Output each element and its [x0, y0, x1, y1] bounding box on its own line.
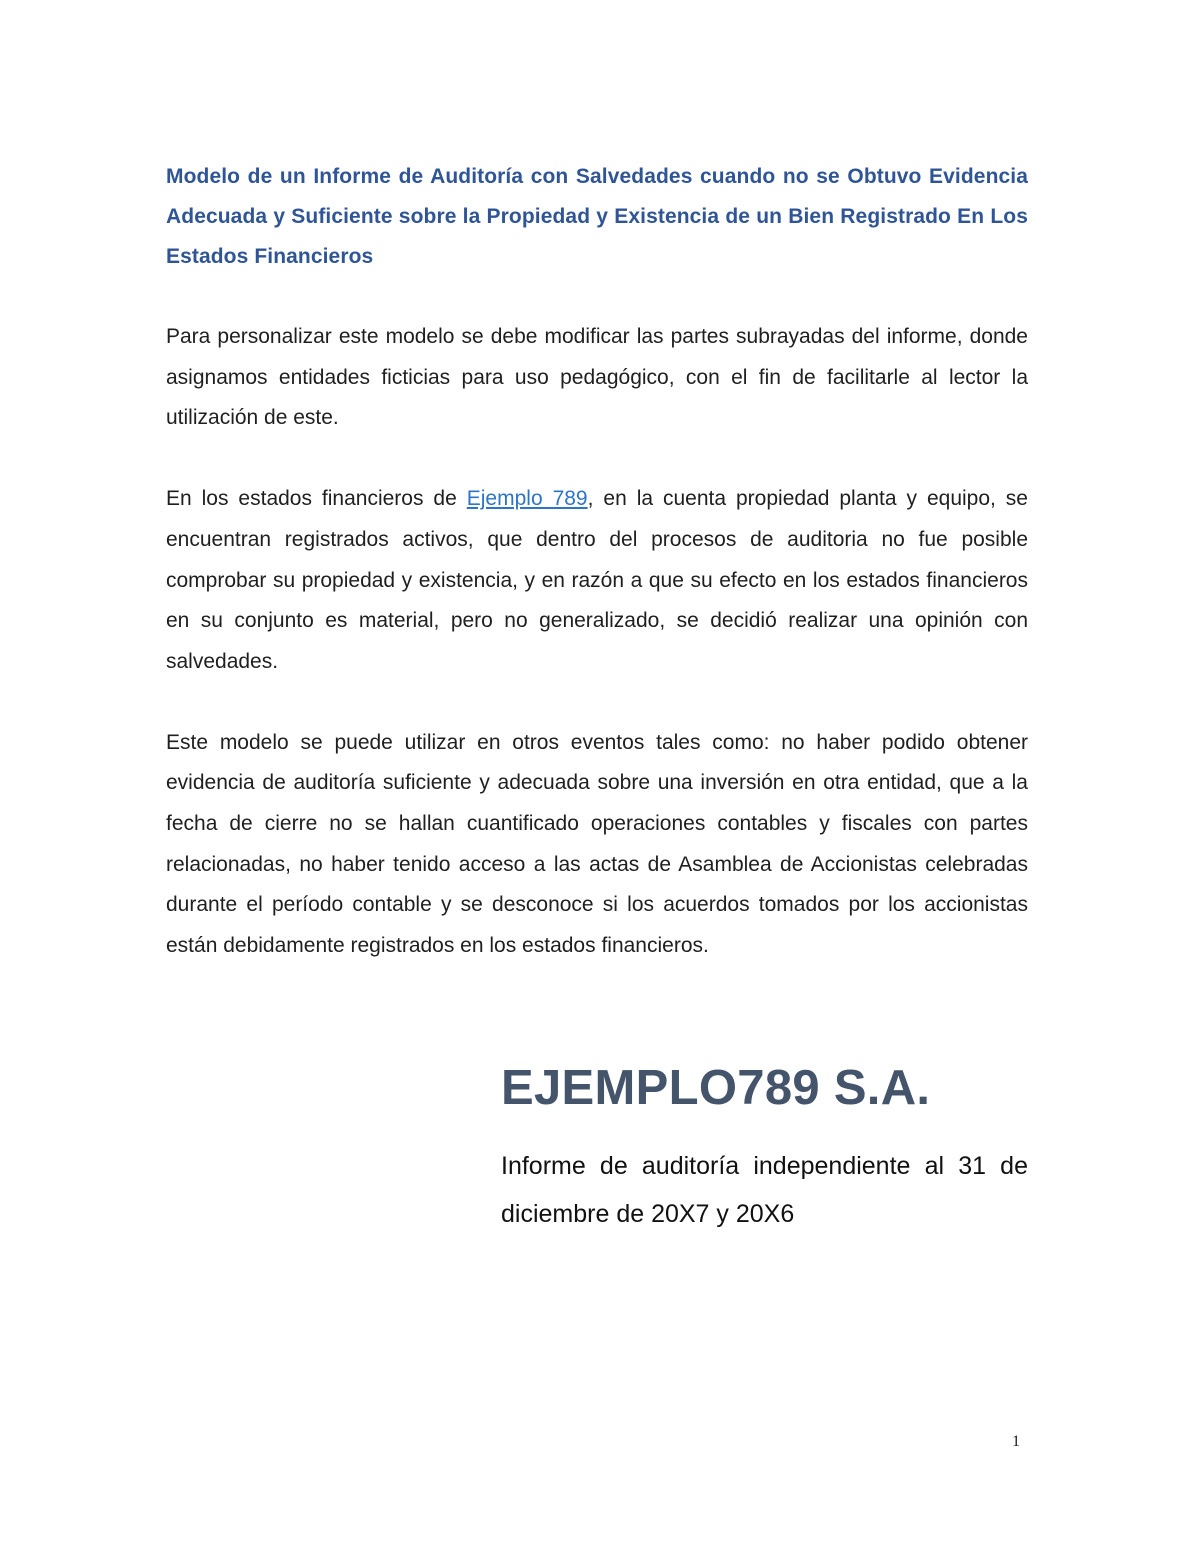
page-number: 1 — [1012, 1433, 1020, 1450]
context-text-end: , en la cuenta propiedad planta y equipo, se encuentran registrados activos, que dentro del procesos de auditoria no fue posible comprobar su propiedad y existencia, y en razón a que su efecto en los estados financieros en su conjunto es material, pero no generalizado, se decidió realizar una opinión con salvedades. — [166, 487, 1028, 673]
report-subtitle: Informe de auditoría independiente al 31 de diciembre de 20X7 y 20X6 — [501, 1152, 1028, 1228]
context-text-start: En los estados financieros de — [166, 487, 467, 511]
context-paragraph — [166, 479, 1028, 683]
company-link[interactable]: Ejemplo 789 — [466, 487, 588, 511]
intro-paragraph: Para personalizar este modelo se debe modificar las partes subrayadas del informe, donde asignamos entidades ficticias para uso pedagógico, con el fin de facilitarle al lector la utilización de este. — [166, 325, 1028, 430]
company-block — [501, 1058, 1028, 1238]
company-name: EJEMPLO789 S.A. — [501, 1061, 931, 1115]
document-body — [166, 157, 1028, 967]
usage-paragraph: Este modelo se puede utilizar en otros eventos tales como: no haber podido obtener evidencia de auditoría suficiente y adecuada sobre una inversión en otra entidad, que a la fecha de cierre no se hallan cuantificado operaciones contables y fiscales con partes relacionadas, no haber tenido acceso a las actas de Asamblea de Accionistas celebradas durante el período contable y se desconoce si los acuerdos tomados por los accionistas están debidamente registrados en los estados financieros. — [166, 730, 1028, 958]
document-title: Modelo de un Informe de Auditoría con Salvedades cuando no se Obtuvo Evidencia Adecuada y Suficiente sobre la Propiedad y Existencia de un Bien Registrado En Los Estados Financieros — [166, 165, 1028, 268]
